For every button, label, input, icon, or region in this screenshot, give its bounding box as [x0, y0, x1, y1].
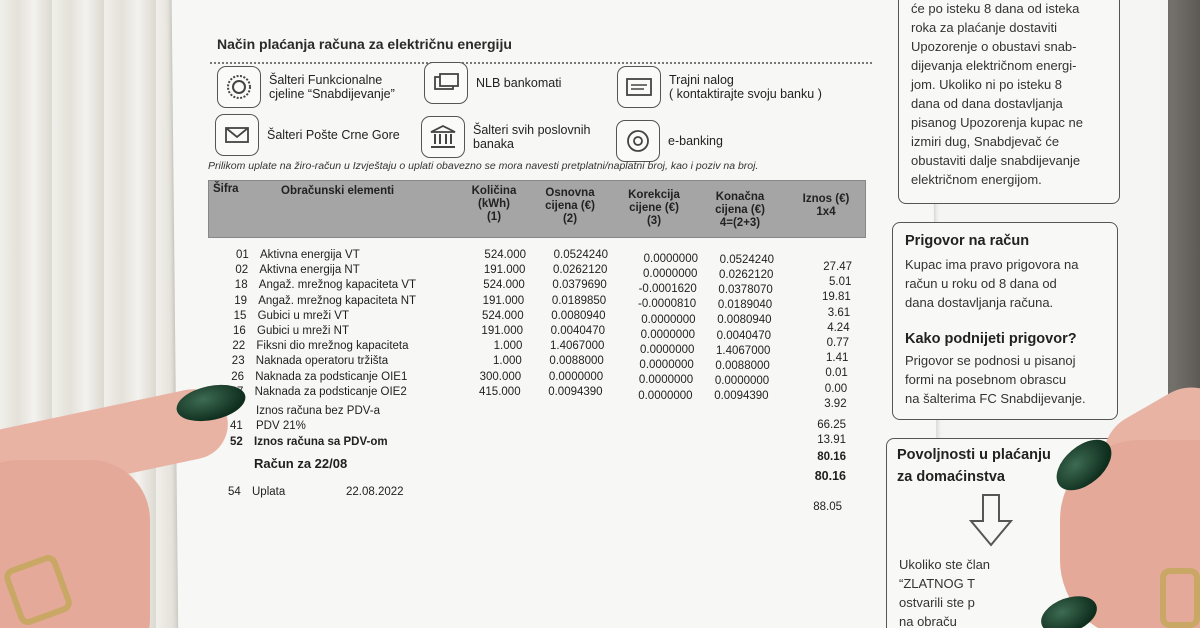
gross-amount: 80.16 — [817, 451, 846, 463]
text-line: jom. Ukoliko ni po isteku 8 — [911, 77, 1063, 92]
text-line: električnom energijom. — [911, 172, 1042, 187]
text-line: obustaviti dalje snabdijevanje — [911, 153, 1081, 168]
total-net-amount: 66.25 — [817, 419, 846, 431]
document-icon — [617, 66, 661, 108]
table-cell-amount: 19.81 — [822, 291, 851, 304]
table-cell-qty: 1.000 — [493, 355, 522, 368]
table-cell-qty: 1.000 — [493, 340, 523, 353]
table-cell-final: 0.0094390 — [714, 390, 769, 403]
table-cell-code: 15 — [233, 309, 247, 322]
text-line: “ZLATNOG T — [899, 576, 976, 591]
table-cell-code: 26 — [231, 370, 244, 383]
table-cell-qty: 300.000 — [479, 370, 522, 383]
header-code: Šifra — [213, 183, 239, 195]
total-row-vat — [230, 420, 430, 434]
header-final-price: Konačna cijena (€) 4=(2+3) — [715, 191, 765, 230]
table-cell-qty: 524.000 — [483, 279, 525, 292]
payment-method-sublabel: cjeline “Snabdijevanje” — [269, 87, 395, 101]
table-cell-amount: 0.77 — [826, 337, 849, 349]
payment-method-sublabel: ( kontaktirajte svoju banku ) — [669, 87, 822, 101]
payment-date: 22.08.2022 — [346, 486, 404, 498]
bill-total-amount: 80.16 — [814, 469, 846, 483]
gross-code: 52 — [230, 436, 243, 448]
table-cell-base: 0.0040470 — [550, 325, 605, 337]
table-cell-final: 1.4067000 — [716, 344, 771, 357]
table-cell-qty: 191.000 — [482, 294, 525, 307]
table-cell-qty: 524.000 — [484, 249, 526, 261]
payment-method-sublabel: banaka — [473, 137, 515, 151]
text-line: na šalterima FC Snabdijevanje. — [905, 391, 1086, 406]
at-sign-icon — [616, 120, 660, 162]
table-cell-base: 0.0262120 — [553, 264, 608, 277]
payment-methods-title: Način plaćanja računa za električnu energiju — [217, 36, 512, 52]
table-cell-final: 0.0524240 — [719, 253, 774, 266]
complaint-text — [905, 255, 1078, 312]
table-cell-name: Aktivna energija VT — [260, 249, 360, 261]
text-line: na obraču — [899, 614, 957, 628]
payment-method-post — [215, 114, 400, 156]
table-cell-base: 0.0189850 — [551, 294, 607, 307]
table-cell-qty: 524.000 — [482, 309, 524, 322]
table-cell-name: Gubici u mreži VT — [257, 309, 349, 322]
payment-method-atm — [424, 62, 561, 104]
benefits-title: Povoljnosti u plaćanju — [897, 447, 1051, 463]
table-cell-amount: 4.24 — [827, 321, 850, 334]
table-header — [208, 180, 866, 238]
total-row-net — [256, 405, 456, 419]
payment-method-ebanking — [616, 120, 723, 162]
text-line: pisanog Upozorenja kupac ne — [911, 115, 1084, 130]
payment-amount: 88.05 — [813, 501, 842, 513]
table-cell-base: 0.0088000 — [549, 355, 604, 368]
arrow-down-icon — [967, 493, 1015, 549]
table-cell-base: 0.0524240 — [553, 249, 608, 261]
text-line: izmiri dug, Snabdjevač će — [911, 134, 1060, 149]
table-cell-final: 0.0189040 — [717, 299, 773, 312]
table-cell-final: 0.0080940 — [717, 314, 772, 327]
gross-label: Iznos računa sa PDV-om — [254, 436, 388, 448]
payment-row — [228, 486, 448, 500]
payment-method-standing-order — [617, 66, 822, 108]
table-cell-corr: 0.0000000 — [638, 374, 694, 387]
payment-instruction: Prilikom uplate na žiro-račun u Izvještaju o uplati obavezno se mora navesti pretplatni/naplatni broj, kao i poziv na broj. — [208, 160, 759, 172]
header-base-price: Osnovna cijena (€) (2) — [545, 187, 595, 226]
table-cell-amount: 0.01 — [825, 367, 848, 380]
table-cell-corr: 0.0000000 — [638, 389, 693, 402]
table-cell-code: 01 — [236, 249, 249, 261]
text-line: formi na posebnom obrascu — [905, 372, 1067, 387]
total-label: Iznos računa bez PDV-a — [256, 405, 381, 417]
benefits-text — [899, 555, 990, 628]
table-cell-base: 0.0080940 — [551, 309, 606, 322]
howto-title: Kako podnijeti prigovor? — [905, 331, 1077, 347]
table-cell-name: Naknada za podsticanje OIE2 — [254, 385, 407, 398]
table-cell-code: 02 — [235, 264, 249, 277]
table-cell-final: 0.0040470 — [716, 329, 771, 342]
table-cell-final: 0.0000000 — [714, 375, 770, 388]
payment-method-label: Trajni nalog — [669, 72, 734, 87]
vat-code: 41 — [230, 420, 243, 432]
table-cell-code: 23 — [231, 355, 245, 368]
table-cell-code: 19 — [234, 294, 247, 307]
payment-method-banks — [421, 116, 590, 158]
text-line: Ukoliko ste član — [899, 557, 991, 572]
payment-method-label: NLB bankomati — [476, 75, 562, 90]
vat-label: PDV 21% — [256, 420, 306, 432]
payment-method-label: Šalteri Pošte Crne Gore — [267, 127, 400, 142]
payment-method-label: e-banking — [668, 133, 723, 148]
text-line: dana dostavljanja računa. — [905, 295, 1054, 310]
table-cell-amount: 5.01 — [829, 276, 852, 289]
text-line: Kupac ima pravo prigovora na — [905, 257, 1079, 272]
text-line: će po isteku 8 dana od isteka — [911, 1, 1080, 16]
table-cell-name: Angaž. mrežnog kapaciteta NT — [258, 294, 417, 307]
table-cell-amount: 3.61 — [827, 306, 851, 319]
bank-icon — [421, 116, 465, 158]
table-cell-qty: 191.000 — [481, 325, 523, 337]
bill-period-label: Račun za 22/08 — [254, 456, 348, 471]
text-line: Upozorenje o obustavi snab- — [911, 39, 1077, 54]
payment-method-label: Šalteri Funkcionalne — [269, 72, 383, 87]
complaint-title: Prigovor na račun — [905, 233, 1030, 249]
payment-method-label: Šalteri svih poslovnih — [473, 122, 591, 137]
text-line: dijevanja električnom energi- — [911, 58, 1077, 73]
header-correction: Korekcija cijene (€) (3) — [628, 189, 680, 228]
table-cell-corr: 0.0000000 — [641, 313, 696, 326]
table-cell-corr: -0.0001620 — [638, 283, 697, 296]
ring-right — [1160, 568, 1200, 628]
table-cell-name: Aktivna energija NT — [259, 264, 360, 277]
table-cell-base: 0.0094390 — [548, 385, 603, 398]
table-cell-name: Naknada za podsticanje OIE1 — [255, 370, 408, 383]
table-cell-base: 1.4067000 — [550, 340, 605, 353]
payment-code: 54 — [228, 486, 241, 498]
table-cell-final: 0.0088000 — [715, 359, 770, 372]
table-cell-corr: 0.0000000 — [643, 252, 698, 265]
text-line: roka za plaćanje dostaviti — [911, 20, 1057, 35]
table-cell-corr: -0.0000810 — [637, 298, 697, 311]
table-cell-amount: 0.00 — [824, 382, 848, 395]
header-quantity: Količina (kWh) (1) — [471, 185, 517, 224]
complaint-box — [892, 222, 1118, 420]
table-cell-corr: 0.0000000 — [640, 328, 695, 341]
table-cell-final: 0.0262120 — [719, 268, 774, 281]
table-cell-qty: 415.000 — [479, 385, 521, 398]
warning-box — [898, 0, 1120, 204]
total-row-gross — [230, 436, 470, 450]
table-cell-base: 0.0379690 — [552, 279, 607, 292]
table-cell-qty: 191.000 — [483, 264, 526, 277]
warning-text — [911, 0, 1083, 189]
text-line: dana od dana dostavljanja — [911, 96, 1063, 111]
table-cell-amount: 27.47 — [823, 261, 852, 273]
cards-icon — [424, 62, 468, 104]
vat-amount: 13.91 — [817, 434, 846, 446]
header-amount: Iznos (€) 1x4 — [802, 193, 850, 219]
payment-method-counters — [217, 66, 395, 108]
table-cell-name: Angaž. mrežnog kapaciteta VT — [258, 279, 417, 292]
header-elements: Obračunski elementi — [281, 185, 395, 197]
table-cell-name: Fiksni dio mrežnog kapaciteta — [256, 340, 409, 353]
table-cell-name: Naknada operatoru tržišta — [255, 355, 389, 368]
table-cell-code: 22 — [232, 340, 246, 353]
table-cell-amount: 3.92 — [824, 397, 847, 410]
table-cell-base: 0.0000000 — [548, 370, 604, 383]
table-cell-code: 16 — [233, 325, 246, 337]
table-cell-code: 18 — [234, 279, 248, 292]
howto-text — [905, 351, 1086, 408]
envelope-icon — [215, 114, 259, 156]
text-line: Prigovor se podnosi u pisanoj — [905, 353, 1076, 368]
table-cell-final: 0.0378070 — [718, 283, 773, 296]
table-cell-corr: 0.0000000 — [639, 359, 694, 372]
text-line: račun u roku od 8 dana od — [905, 276, 1057, 291]
gear-seal-icon — [217, 66, 261, 108]
table-cell-corr: 0.0000000 — [643, 267, 698, 280]
table-cell-name: Gubici u mreži NT — [257, 325, 350, 337]
table-cell-amount: 1.41 — [826, 352, 849, 365]
table-cell-corr: 0.0000000 — [640, 343, 695, 356]
benefits-subtitle: za domaćinstva — [897, 469, 1005, 485]
text-line: ostvarili ste p — [899, 595, 975, 610]
payment-label: Uplata — [252, 486, 286, 498]
